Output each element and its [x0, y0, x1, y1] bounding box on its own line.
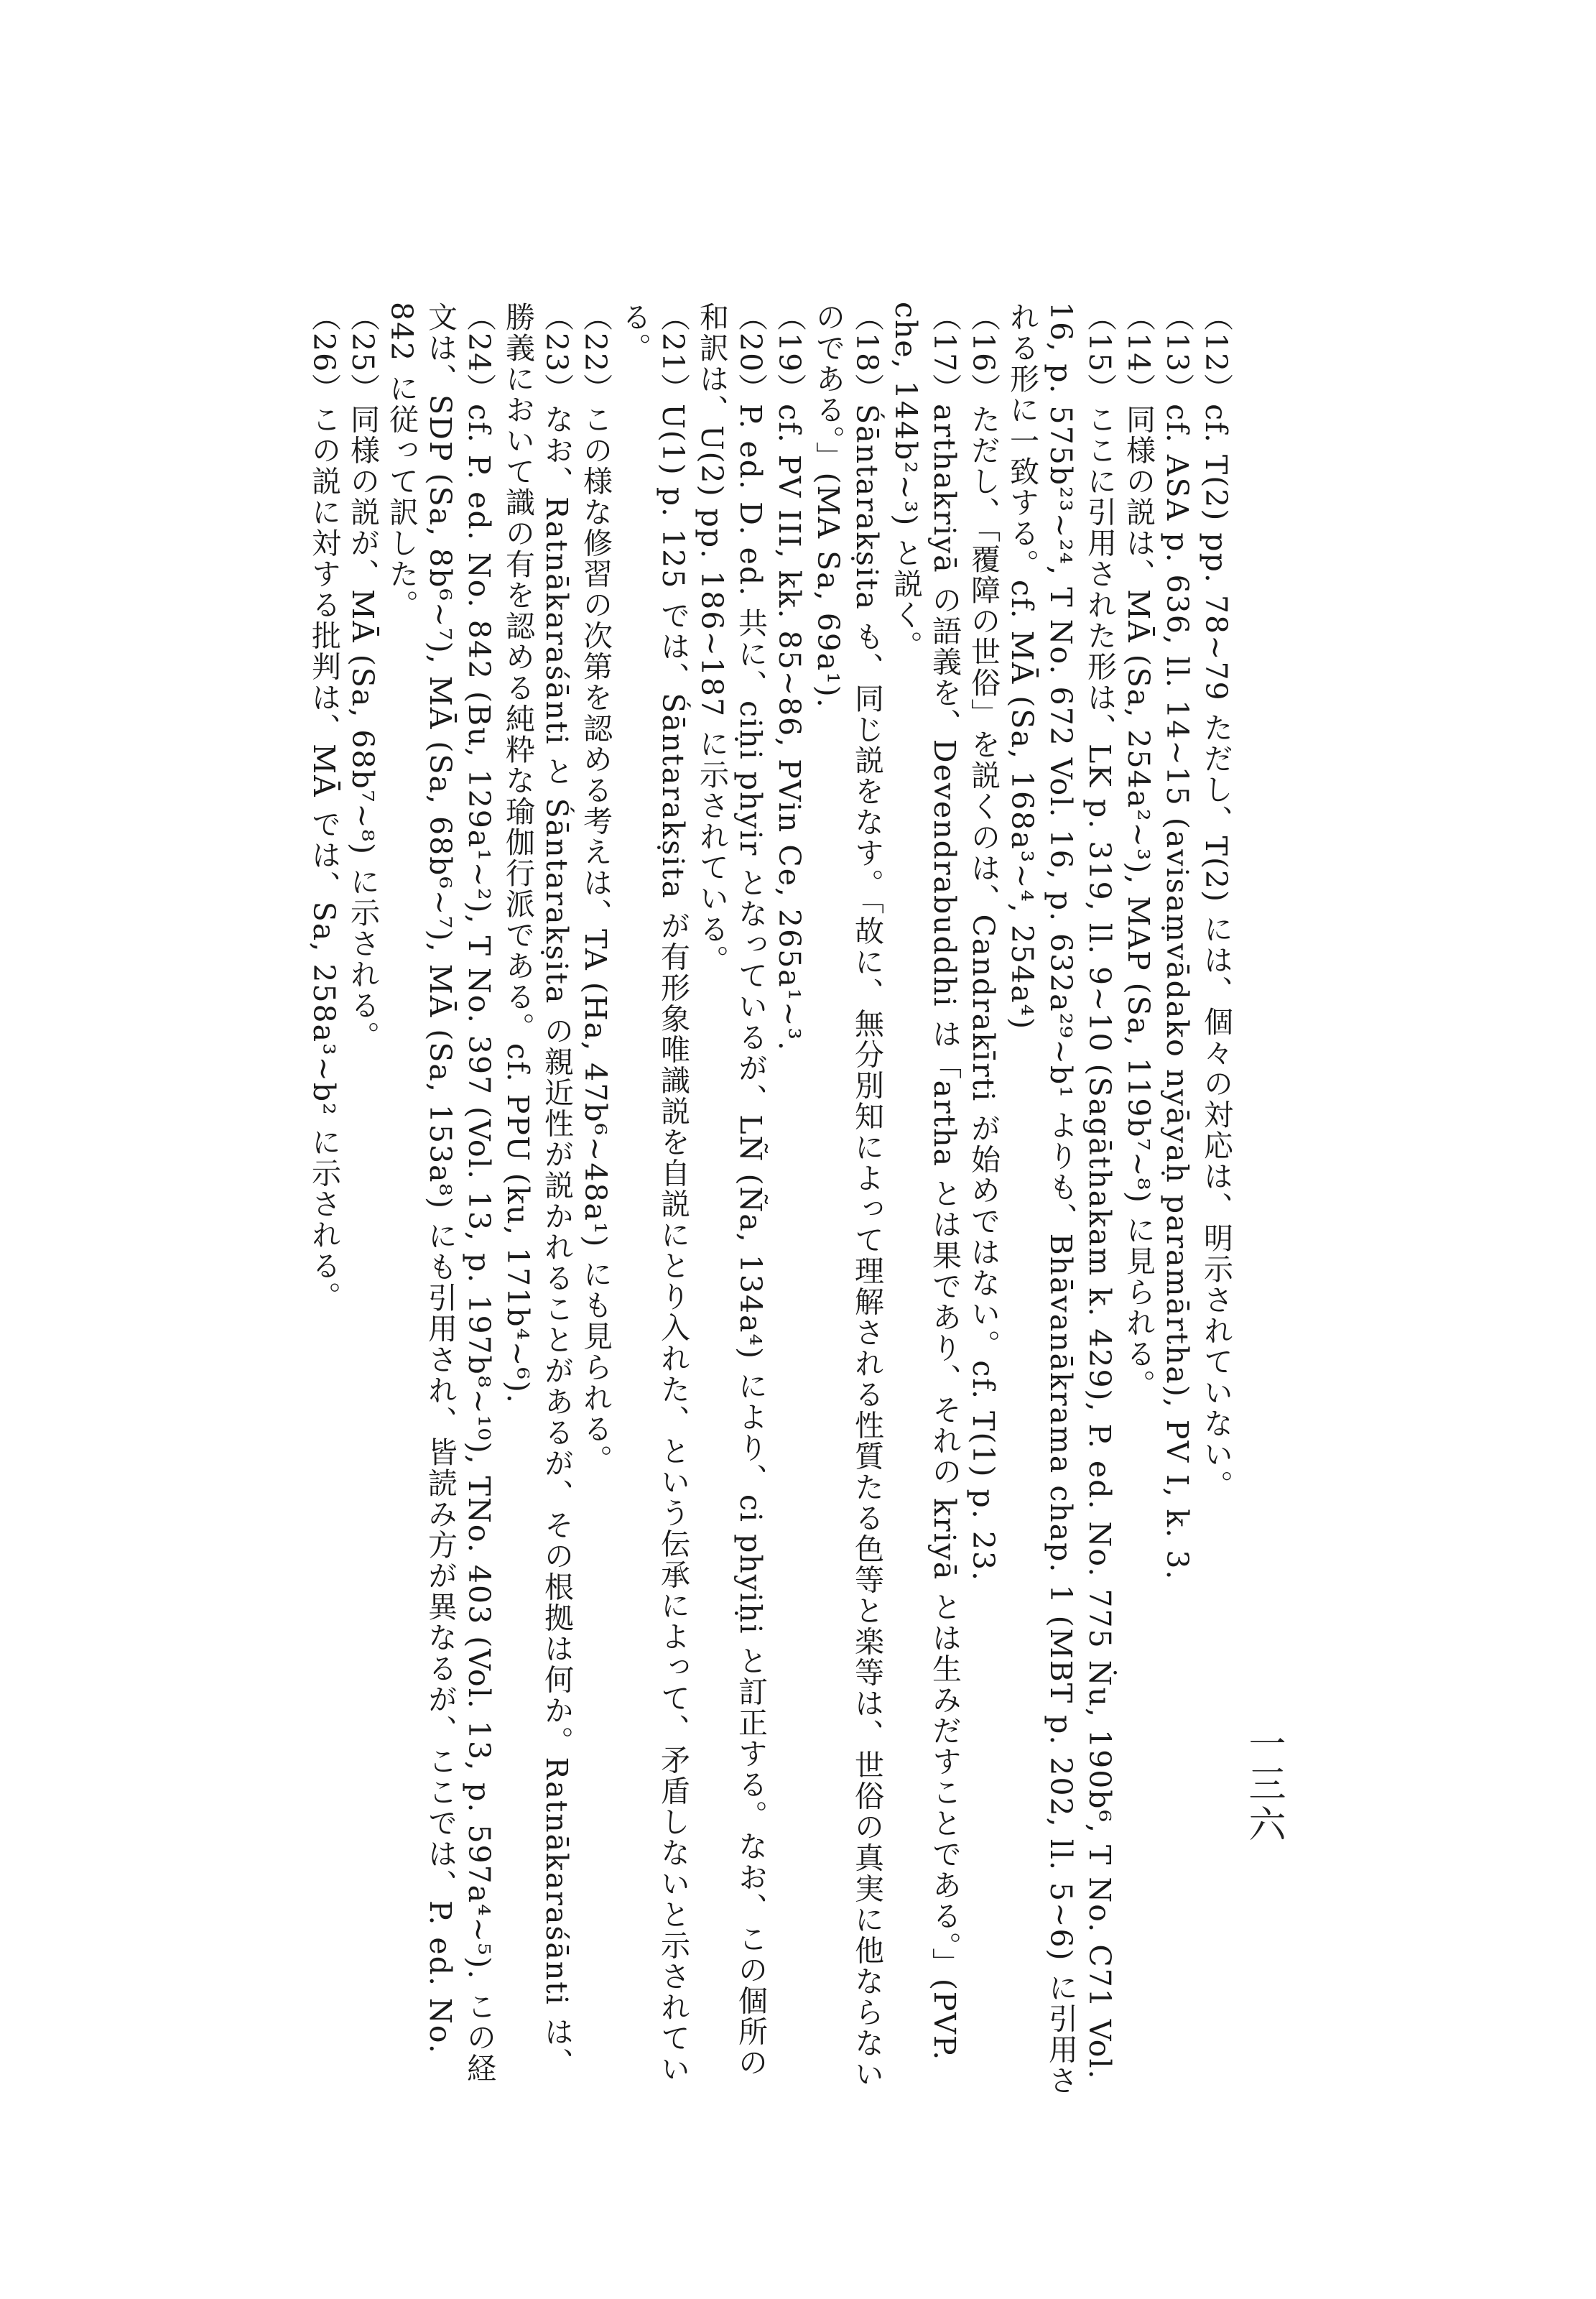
footnote-text: 同様の説は、MĀ (Sa, 254a²∼³), MAP (Sa, 119b⁷∼⁸) に見られる。 — [1121, 404, 1156, 1400]
footnote-text: cf. ASA p. 636, ll. 14∼15 (avisaṃvādako nyāyaḥ paramārtha), PV I, k. 3. — [1160, 404, 1194, 1581]
footnote-number: （20） — [733, 302, 768, 404]
footnote — [770, 302, 809, 2098]
footnote-number: （12） — [1199, 302, 1233, 404]
footnote — [382, 302, 498, 2098]
footnote-text: この説に対する批判は、MĀ では、Sa, 258a³∼b² に示される。 — [307, 404, 341, 1313]
footnote — [964, 302, 1003, 2098]
footnote-number: （14） — [1121, 302, 1156, 404]
footnote-number: （21） — [656, 302, 690, 404]
footnote-number: （25） — [345, 302, 380, 404]
footnote-text: ここに引用された形は、LK p. 319, ll. 9∼10 (Sagāthakam k. 429), P. ed. No. 775 Ṅu, 190b⁶, T No. C71 Vol. 16, p. 575b²³∼²⁴, T No. 672 Vol. 16, p. 632a²⁹∼b¹ よりも、Bhāvanākrama chap. 1 (MBT p. 202, ll. 5∼6) に引用される形に一致する。cf. MĀ (Sa, 168a³∼⁴, 254a⁴) — [1005, 302, 1117, 2096]
footnote-number: （19） — [772, 302, 807, 404]
footnote — [809, 302, 886, 2098]
footnote — [1003, 302, 1119, 2098]
footnote-number: （13） — [1160, 302, 1194, 404]
footnote-text: Śāntarakṣita も、同じ説をなす。「故に、無分別知によって理解される性質たる色等と楽等は、世俗の真実に他ならないのである。」(MA Sa, 69a¹). — [811, 302, 884, 2090]
footnote — [692, 302, 770, 2098]
footnote — [305, 302, 343, 2098]
footnote-text: ただし、「覆障の世俗」を説くのは、Candrakīrti が始めではない。cf. T(1) p. 23. — [966, 404, 1001, 1583]
footnote-text: cf. P. ed. No. 842 (Bu, 129a¹∼²), T No. 397 (Vol. 13, p. 197b⁸∼¹⁰), TNo. 403 (Vol. 13, p. 597a⁴∼⁵). この経文は、SDP (Sa, 8b⁶∼⁷), MĀ (Sa, 68b⁶∼⁷), MĀ (Sa, 153a⁸) にも引用され、皆読み方が異なるが、ここでは、P. ed. No. 842 に従って訳した。 — [384, 302, 496, 2084]
footnote — [1197, 302, 1235, 2098]
footnote-text: arthakriyā の語義を、Devendrabuddhi は「artha とは果であり、それの kriyā とは生みだすことである。」(PVP. che, 144b²∼³) と説く。 — [889, 302, 962, 2062]
footnote-text: なお、Ratnākaraśānti と Śāntarakṣita の親近性が説かれることがあるが、その根拠は何か。Ratnākaraśānti は、勝義において識の有を認める純粋な瑜伽行派である。cf. PPU (ku, 171b⁴∼⁶). — [501, 302, 574, 2078]
footnote-number: （23） — [539, 302, 574, 404]
footnote — [1119, 302, 1158, 2098]
footnote-text: P. ed. D. ed. 共に、ciḥi phyir となっているが、LÑ (Ña, 134a⁴) により、ci phyiḥi と訂正する。なお、この個所の和訳は、U(2) pp. 186∼187 に示されている。 — [695, 302, 768, 2078]
footnote-number: （15） — [1082, 302, 1117, 404]
footnote-number: （17） — [927, 302, 962, 404]
footnote-number: （18） — [850, 302, 884, 404]
footnote-number: （16） — [966, 302, 1001, 404]
footnote — [1158, 302, 1197, 2098]
page-number: 一三六 — [1242, 1724, 1285, 1845]
footnote — [343, 302, 382, 2098]
footnote — [576, 302, 615, 2098]
footnote-text: この様な修習の次第を認める考えは、TA (Ha, 47b⁶∼48a¹) にも見られる。 — [578, 404, 613, 1476]
footnotes — [72, 302, 1235, 2098]
footnote — [886, 302, 964, 2098]
footnote-text: cf. PV III, kk. 85∼86, PVin Ce, 265a¹∼³. — [772, 404, 807, 1052]
footnote — [615, 302, 692, 2098]
footnote — [498, 302, 576, 2098]
footnote-number: （22） — [578, 302, 613, 404]
footnote-text: cf. T(2) pp. 78∼79 ただし、T(2) には、個々の対応は、明示されていない。 — [1199, 404, 1233, 1502]
footnote-number: （24） — [462, 302, 496, 404]
footnote-text: U(1) p. 125 では、Śāntarakṣita が有形象唯識説を自説にとり入れた、という伝承によって、矛盾しないと示されている。 — [617, 302, 690, 2085]
footnote-text: 同様の説が、MĀ (Sa, 68b⁷∼⁸) に示される。 — [345, 404, 380, 1053]
footnote-number: （26） — [307, 302, 341, 404]
